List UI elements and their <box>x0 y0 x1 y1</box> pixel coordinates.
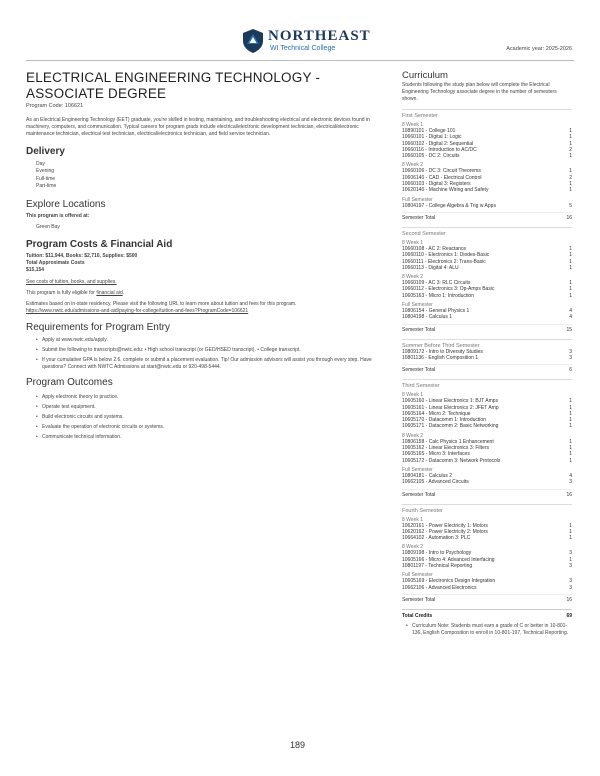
logo-name: NORTHEAST <box>268 28 371 44</box>
course-title: 10605170 - Datacomm 1: Introduction <box>402 417 486 424</box>
semester-block <box>402 339 572 374</box>
course-credits: 1 <box>569 252 572 259</box>
course-credits: 5 <box>569 202 572 209</box>
requirements-heading: Requirements for Program Entry <box>26 322 170 334</box>
course-row <box>402 563 572 569</box>
course-row <box>402 293 572 299</box>
course-row <box>402 187 572 193</box>
northeast-logo-mark-icon <box>242 28 264 54</box>
course-title: 10660103 - Digital 3: Registers <box>402 181 471 188</box>
course-title: 10662106 - Advanced Electronics <box>402 584 477 591</box>
term-block-name: Full Semester <box>402 302 433 309</box>
financial-aid-text <box>26 290 384 297</box>
delivery-item: Full-time <box>36 175 56 182</box>
course-credits: 1 <box>569 404 572 411</box>
program-overview <box>26 70 384 444</box>
course-title: 10660109 - AC 3: RLC Circuits <box>402 280 471 287</box>
semester-total-row <box>402 212 572 221</box>
course-title: 10620162 - Power Electricity 2: Motors <box>402 528 488 535</box>
semester-total-label: Semester Total <box>402 596 436 603</box>
semester-block <box>402 379 572 497</box>
course-credits: 3 <box>569 578 572 585</box>
curriculum-intro: Students following the study plan below will complete the Electrical Engineering Technology associate degree in the number of semesters shown. <box>402 82 557 102</box>
header-divider <box>26 60 574 61</box>
course-title: 10660105 - DC 2: Circuits <box>402 153 460 160</box>
course-credits: 4 <box>569 314 572 321</box>
course-credits: 4 <box>569 308 572 315</box>
outcome-item: • Operate test equipment. <box>36 404 384 411</box>
course-row <box>402 265 572 271</box>
course-credits: 1 <box>569 264 572 271</box>
term-block-name: 8 Week 2 <box>402 432 424 439</box>
semester-list <box>402 109 572 603</box>
course-credits: 4 <box>569 472 572 479</box>
course-credits: 1 <box>569 245 572 252</box>
course-credits: 1 <box>569 451 572 458</box>
semester-total-value: 6 <box>569 367 572 374</box>
course-credits: 1 <box>569 423 572 430</box>
course-title: 10660112 - Electronics 3: Op-Amps Basic <box>402 286 495 293</box>
curriculum-heading: Curriculum <box>402 70 448 81</box>
course-row <box>402 585 572 591</box>
costs-heading: Program Costs & Financial Aid <box>26 239 173 251</box>
course-credits: 1 <box>569 522 572 529</box>
course-credits: 1 <box>569 410 572 417</box>
term-block-name: Full Semester <box>402 466 433 473</box>
course-credits: 3 <box>569 354 572 361</box>
semester-total-value: 15 <box>566 326 572 333</box>
delivery-item: Evening <box>36 168 55 175</box>
course-credits: 1 <box>569 128 572 134</box>
course-credits: 3 <box>569 479 572 486</box>
course-title: 10809198 - Intro to Psychology <box>402 550 472 557</box>
course-title: 10605172 - Datacomm 3: Network Protocols <box>402 457 501 464</box>
course-credits: 1 <box>569 417 572 424</box>
course-title: 10605164 - Micro 2: Technique <box>402 410 471 417</box>
semester-name: Second Semester <box>402 227 572 237</box>
course-title: 10660113 - Digital 4: ALU <box>402 264 459 271</box>
term-block-name: 8 Week 1 <box>402 392 424 399</box>
term-block-name: 8 Week 1 <box>402 122 424 128</box>
semester-block <box>402 504 572 603</box>
outcome-item: • Apply electronic theory to practice. <box>36 394 384 401</box>
course-title: 10605171 - Datacomm 2: Basic Networking <box>402 423 499 430</box>
semester-name: Summer Before Third Semester <box>402 339 572 349</box>
semester-total-row <box>402 364 572 373</box>
requirement-item: • If your cumulative GPA is below 2.6, complete or submit a placement evaluation. Tip! Our admission advisors will assist you through every step. Have questions? Connect with NWTC Admissions at start@nwtc.edu or 920-498-5444. <box>36 357 384 371</box>
term-block-name: Full Semester <box>402 196 433 203</box>
course-title: 10605160 - Linear Electronics 1: BJT Amps <box>402 398 499 405</box>
course-title: 10605162 - Linear Electronics 3: Filters <box>402 445 489 452</box>
course-title: 10664102 - Automation 3: PLC <box>402 535 471 542</box>
location-item: Green Bay <box>36 223 60 230</box>
requirement-item: • Apply at www.nwtc.edu/apply. <box>36 337 384 344</box>
course-title: 10605166 - Micro 4: Advanced Interfacing <box>402 556 495 563</box>
course-title: 10662105 - Advanced Circuits <box>402 479 469 486</box>
curriculum-section <box>402 70 572 637</box>
course-title: 10660106 - DC 3: Circuit Theorems <box>402 168 481 175</box>
residency-text: Estimates based on in-state residency. Please visit the following URL to learn more about tuition and fees for this program. <box>26 301 297 308</box>
course-title: 10804181 - Calculus 2 <box>402 472 453 479</box>
page-header <box>0 0 600 62</box>
page-number: 189 <box>290 740 306 750</box>
course-credits: 1 <box>569 140 572 147</box>
college-logo <box>242 28 371 54</box>
course-credits: 1 <box>569 168 572 175</box>
course-title: 10804198 - Calculus 1 <box>402 314 453 321</box>
course-credits: 3 <box>569 562 572 569</box>
semester-total-row <box>402 489 572 498</box>
course-title: 10804197 - College Algebra & Trig w Apps <box>402 202 496 209</box>
semester-name: Fourth Semester <box>402 504 572 514</box>
course-title: 10801197 - Technical Reporting <box>402 562 473 569</box>
locations-list <box>26 224 384 231</box>
course-credits: 1 <box>569 535 572 542</box>
program-description: As an Electrical Engineering Technology (EET) graduate, you're skilled in testing, maintaining, and troubleshooting electrical and electronic devices found in machinery, computers, and communication. Typical careers for program grads include electrical/electronic development technician, electrical/electronic maintenance technician, electrical test technician, electrical/electronics technician, and field service technician. <box>26 117 370 137</box>
term-block-name: 8 Week 1 <box>402 516 424 523</box>
course-credits: 3 <box>569 584 572 591</box>
semester-name: First Semester <box>402 109 572 119</box>
course-credits: 1 <box>569 153 572 160</box>
course-credits: 1 <box>569 187 572 194</box>
financial-aid-lead: This program is fully eligible for <box>26 290 95 297</box>
semester-block <box>402 227 572 333</box>
course-title: 10605169 - Electronics Design Integration <box>402 578 496 585</box>
course-title: 10620161 - Power Electricity 1: Motors <box>402 522 488 529</box>
course-row <box>402 314 572 320</box>
course-title: 10660110 - Electronics 1: Diodes-Basic <box>402 252 490 259</box>
course-credits: 2 <box>569 146 572 153</box>
course-credits: 1 <box>569 438 572 445</box>
program-code: Program Code: 106621 <box>26 103 84 109</box>
course-row <box>402 355 572 361</box>
financial-aid-link[interactable]: financial aid <box>96 290 123 297</box>
course-credits: 1 <box>569 258 572 265</box>
course-credits: 1 <box>569 134 572 141</box>
tuition-url-link[interactable]: https://www.nwtc.edu/admissions-and-aid/paying-for-college/tuition-and-fees?ProgramCode=106621 <box>26 308 249 315</box>
course-row <box>402 535 572 541</box>
course-title: 10605163 - Micro 1: Introduction <box>402 292 474 299</box>
course-title: 10660102 - Digital 2: Sequential <box>402 140 474 147</box>
course-row <box>402 479 572 485</box>
outcome-item: • Communicate technical information. <box>36 434 384 441</box>
locations-section <box>26 199 384 231</box>
course-credits: 1 <box>569 556 572 563</box>
requirement-item: • Submit the following to transcripts@nwtc.edu: • High school transcript (or GED/HSED transcript). • College transcript. <box>36 347 384 354</box>
course-title: 10606140 - CAD - Electrical Control <box>402 174 482 181</box>
semester-total-label: Semester Total <box>402 214 436 221</box>
academic-year: Academic year: 2025-2026 <box>506 46 572 52</box>
delivery-item: Day <box>36 161 45 167</box>
requirements-list <box>26 337 384 371</box>
course-title: 10605165 - Micro 3: Interfaces <box>402 451 470 458</box>
costs-total-label: Total Approximate Costs <box>26 260 85 267</box>
outcome-item: • Build electronic circuits and systems. <box>36 414 384 421</box>
costs-breakdown: Tuition: $11,944, Books: $2,710, Supplies: $500 <box>26 253 138 260</box>
locations-offered-label: This program is offered at: <box>26 212 90 219</box>
course-title: 10890101 - College 101 <box>402 128 456 134</box>
total-credits-value: 69 <box>566 612 572 619</box>
course-credits: 1 <box>569 286 572 293</box>
costs-section <box>26 239 384 315</box>
course-credits: 1 <box>569 292 572 299</box>
course-title: 10620140 - Machine Wiring and Safety <box>402 187 489 194</box>
outcomes-section <box>26 377 384 441</box>
delivery-heading: Delivery <box>26 146 65 157</box>
financial-aid-end: . <box>122 290 125 297</box>
course-title: 10801136 - English Composition 1 <box>402 354 479 361</box>
semester-total-label: Semester Total <box>402 367 436 374</box>
delivery-section <box>26 146 384 191</box>
total-credits-row <box>402 609 572 619</box>
costs-total-value: $15,154 <box>26 267 45 274</box>
logo-subtitle: WI Technical College <box>270 45 336 52</box>
course-title: 10806158 - Calc Physics 1 Enhancement <box>402 438 494 445</box>
requirements-section <box>26 322 384 371</box>
course-credits: 3 <box>569 550 572 557</box>
term-block-name: 8 Week 2 <box>402 274 424 281</box>
semester-total-value: 16 <box>566 214 572 221</box>
term-block-name: Full Semester <box>402 572 433 579</box>
outcomes-heading: Program Outcomes <box>26 377 113 389</box>
course-row <box>402 423 572 429</box>
semester-total-label: Semester Total <box>402 326 436 333</box>
course-title: 10660108 - AC 2: Reactance <box>402 245 467 252</box>
total-credits-label: Total Credits <box>402 612 433 619</box>
program-title: ELECTRICAL ENGINEERING TECHNOLOGY - ASSOCIATE DEGREE <box>26 70 321 101</box>
course-credits: 3 <box>569 348 572 355</box>
course-credits: 2 <box>569 174 572 181</box>
term-block-name: 8 Week 2 <box>402 162 424 169</box>
course-row <box>402 153 572 159</box>
semester-block <box>402 109 572 221</box>
term-block-name: 8 Week 2 <box>402 544 424 551</box>
course-title: 10809172 - Intro to Diversity Studies <box>402 348 483 355</box>
course-credits: 1 <box>569 528 572 535</box>
course-credits: 1 <box>569 280 572 287</box>
course-row <box>402 458 572 464</box>
see-costs-link[interactable]: See costs of tuition, books, and supplies. <box>26 279 117 286</box>
course-title: 10660116 - Introduction to AC/DC <box>402 146 477 153</box>
semester-total-value: 16 <box>566 596 572 603</box>
semester-total-row <box>402 324 572 333</box>
delivery-list <box>26 161 384 191</box>
term-block-name: 8 Week 1 <box>402 239 424 246</box>
semester-total-value: 16 <box>566 491 572 498</box>
course-credits: 1 <box>569 181 572 188</box>
semester-name: Third Semester <box>402 379 572 389</box>
outcome-item: • Evaluate the operation of electronic circuits or systems. <box>36 424 384 431</box>
course-title: 10605161 - Linear Electronics 2: JFET Amp <box>402 404 499 411</box>
course-credits: 1 <box>569 457 572 464</box>
outcomes-list <box>26 394 384 441</box>
curriculum-note: • Curriculum Note: Students must earn a grade of C or better in 10-801-136, English Composition to enroll in 10-801-197, Technical Reporting. <box>402 623 572 637</box>
course-title: 10660101 - Digital 1: Logic <box>402 134 462 141</box>
course-title: 10660111 - Electronics 2: Trans-Basic <box>402 258 486 265</box>
delivery-item: Part-time <box>36 183 57 190</box>
course-title: 10806154 - General Physics 1 <box>402 308 470 315</box>
locations-heading: Explore Locations <box>26 198 106 210</box>
course-row <box>402 203 572 209</box>
semester-total-label: Semester Total <box>402 491 436 498</box>
course-credits: 1 <box>569 398 572 405</box>
semester-total-row <box>402 594 572 603</box>
course-credits: 1 <box>569 445 572 452</box>
